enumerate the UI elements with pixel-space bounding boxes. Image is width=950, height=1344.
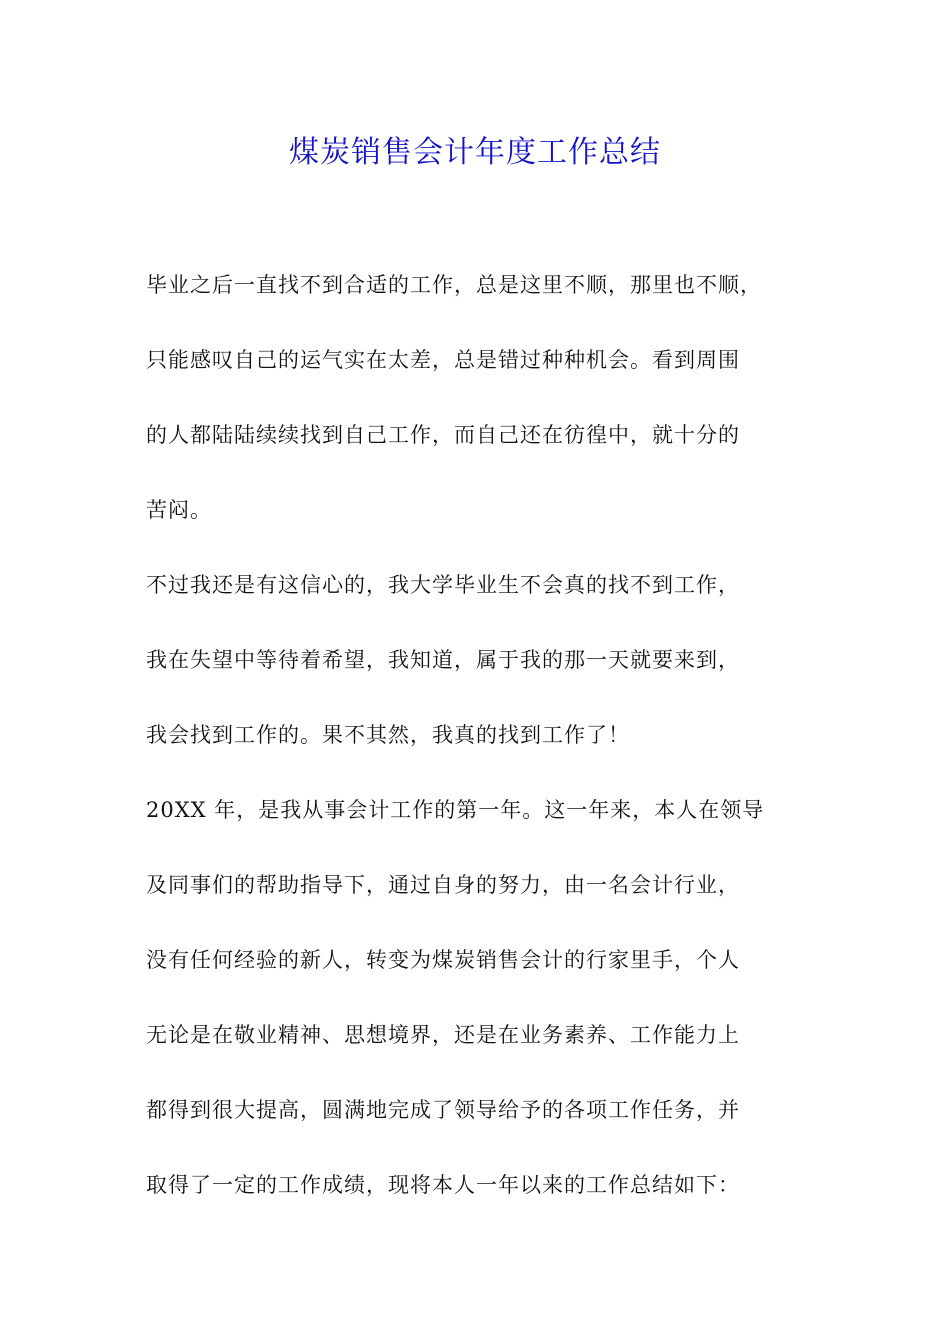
document-title: 煤炭销售会计年度工作总结: [289, 135, 661, 170]
body-line: 的人都陆陆续续找到自己工作，而自己还在彷徨中，就十分的: [146, 423, 740, 447]
body-line: 毕业之后一直找不到合适的工作，总是这里不顺，那里也不顺，: [146, 273, 762, 297]
body-line: 只能感叹自己的运气实在太差，总是错过种种机会。看到周围: [146, 348, 740, 372]
body-line: 我在失望中等待着希望，我知道，属于我的那一天就要来到，: [146, 648, 740, 672]
body-line: 不过我还是有这信心的，我大学毕业生不会真的找不到工作，: [146, 573, 740, 597]
body-line: 我会找到工作的。果不其然，我真的找到工作了！: [146, 723, 630, 747]
body-line: 都得到很大提高，圆满地完成了领导给予的各项工作任务，并: [146, 1098, 740, 1122]
body-line: 及同事们的帮助指导下，通过自身的努力，由一名会计行业，: [146, 873, 740, 897]
body-line: 20XX 年，是我从事会计工作的第一年。这一年来，本人在领导: [146, 798, 765, 822]
body-line: 苦闷。: [146, 498, 212, 522]
document-body: [146, 265, 846, 1240]
body-line: 取得了一定的工作成绩，现将本人一年以来的工作总结如下：: [146, 1173, 740, 1197]
body-line: 无论是在敬业精神、思想境界，还是在业务素养、工作能力上: [146, 1023, 740, 1047]
body-line: 没有任何经验的新人，转变为煤炭销售会计的行家里手，个人: [146, 948, 740, 972]
